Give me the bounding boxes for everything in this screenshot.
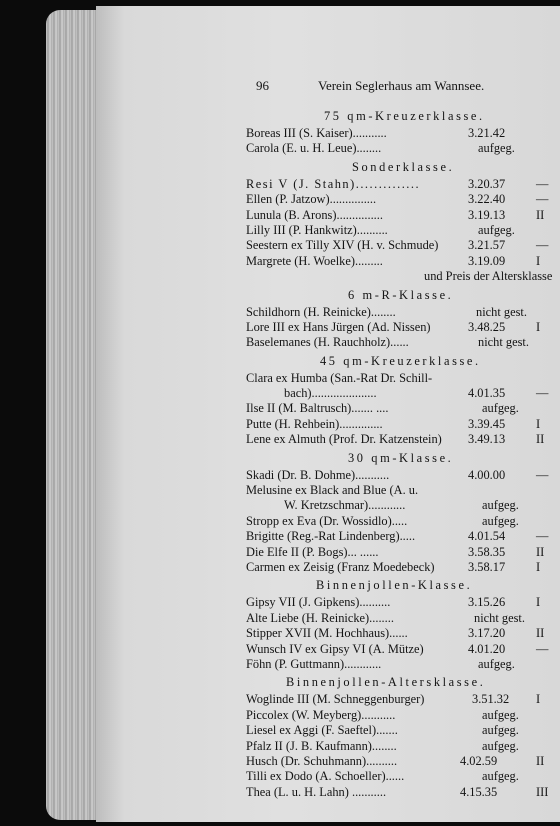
result-row [246,498,560,513]
boat-name: Margrete (H. Woelke)......... [246,253,383,268]
boat-name: Lore III ex Hans Jürgen (Ad. Nissen) [246,319,431,334]
result-row [246,595,560,610]
result-row [246,483,560,498]
boat-name: Carmen ex Zeisig (Franz Moedebeck) [246,559,435,574]
boat-name: Putte (H. Rehbein).............. [246,416,383,431]
finish-time: 3.22.40 [468,192,506,207]
result-row [246,223,560,238]
result-row [246,754,560,769]
finish-time: aufgeg. [482,401,519,416]
finish-time: 4.02.59 [460,753,498,768]
placing: I [536,416,541,431]
finish-time: aufgeg. [482,723,519,738]
boat-name: Die Elfe II (P. Bogs)... ...... [246,544,379,559]
boat-name: Boreas III (S. Kaiser)........... [246,126,387,140]
boat-name: Clara ex Humba (San.-Rat Dr. Schill- [246,370,433,385]
section-title: 45 qm-Kreuzerklasse. [320,353,481,368]
finish-time: aufgeg. [478,222,515,237]
result-row [246,560,560,575]
result-row [246,141,560,156]
section [246,451,560,466]
finish-time: 3.58.35 [468,544,506,559]
result-row [246,739,560,754]
result-row [246,386,560,401]
results-list [246,106,560,800]
boat-name: Resi V (J. Stahn).............. [246,176,421,191]
result-row [246,785,560,800]
result-row [246,238,560,253]
placing: II [536,207,545,222]
result-row [246,545,560,560]
section-title: Sonderklasse. [352,159,455,174]
result-row [246,254,560,269]
section [246,675,560,690]
result-row [246,126,560,141]
placing: — [536,192,549,207]
section-note: und Preis der Altersklasse [424,269,553,284]
placing: — [536,176,549,191]
result-row [246,514,560,529]
result-row [246,708,560,723]
section-title: 6 m-R-Klasse. [348,287,454,302]
result-row [246,401,560,416]
placing: — [536,641,549,656]
page-number: 96 [256,78,269,93]
result-row [246,335,560,350]
finish-time: aufgeg. [482,769,519,784]
boat-name: Gipsy VII (J. Gipkens).......... [246,595,391,610]
result-row [246,208,560,223]
result-row [246,692,560,707]
boat-name: Stipper XVII (M. Hochhaus)...... [246,626,408,641]
boat-name: Ellen (P. Jatzow)............... [246,192,377,207]
boat-name: Föhn (P. Guttmann)............ [246,656,382,671]
boat-name: Stropp ex Eva (Dr. Wossidlo)..... [246,513,408,528]
boat-name: Tilli ex Dodo (A. Schoeller)...... [246,769,405,784]
finish-time: 4.00.00 [468,467,506,482]
result-row [246,432,560,447]
finish-time: aufgeg. [482,498,519,513]
boat-name: Carola (E. u. H. Leue)........ [246,141,382,156]
result-row [246,320,560,335]
boat-name: bach)..................... [284,386,377,401]
section [246,578,560,593]
finish-time: 3.19.13 [468,207,506,222]
boat-name: Wunsch IV ex Gipsy VI (A. Mütze) [246,641,424,656]
finish-time: 3.19.09 [468,253,506,268]
finish-time: nicht gest. [478,335,529,350]
placing: — [536,467,549,482]
finish-time: 3.39.45 [468,416,506,431]
placing: I [536,692,541,707]
result-row [246,371,560,386]
result-row [246,192,560,207]
boat-name: Brigitte (Reg.-Rat Lindenberg)..... [246,529,416,544]
page-header-title: Verein Seglerhaus am Wannsee. [318,78,485,93]
book-page [96,6,560,822]
book-page-edges [46,10,102,820]
boat-name: Schildhorn (H. Reinicke)........ [246,304,396,319]
section [246,160,560,175]
finish-time: nicht gest. [476,304,527,319]
boat-name: Husch (Dr. Schuhmann).......... [246,753,398,768]
finish-time: 3.58.17 [468,559,506,574]
result-row [246,723,560,738]
boat-name: Piccolex (W. Meyberg)........... [246,707,396,722]
placing: III [536,784,549,799]
result-row [246,642,560,657]
section-title: 30 qm-Klasse. [348,450,454,465]
result-row [246,177,560,192]
boat-name: Melusine ex Black and Blue (A. u. [246,483,419,498]
section-title: 75 qm-Kreuzerklasse. [324,109,485,123]
finish-time: aufgeg. [478,141,515,156]
finish-time: 3.21.42 [468,126,506,140]
section-title: Binnenjollen-Klasse. [316,578,473,593]
result-row [246,417,560,432]
finish-time: 4.15.35 [460,784,498,799]
boat-name: Pfalz II (J. B. Kaufmann)........ [246,738,397,753]
finish-time: 4.01.54 [468,529,506,544]
placing: II [536,432,545,447]
boat-name: Lunula (B. Arons)............... [246,207,383,222]
section [246,109,560,124]
finish-time: 4.01.20 [468,641,506,656]
boat-name: Woglinde III (M. Schneggenburger) [246,692,425,707]
finish-time: 3.15.26 [468,595,506,610]
finish-time: 3.48.25 [468,319,506,334]
boat-name: Ilse II (M. Baltrusch)....... .... [246,401,389,416]
placing: — [536,529,549,544]
finish-time: 3.17.20 [468,626,506,641]
finish-time: aufgeg. [482,513,519,528]
result-row [246,305,560,320]
placing: — [536,386,549,401]
placing: — [536,238,549,253]
section [246,354,560,369]
section [246,288,560,303]
finish-time: aufgeg. [482,738,519,753]
placing: I [536,595,541,610]
boat-name: W. Kretzschmar)............ [284,498,406,513]
finish-time: nicht gest. [474,610,525,625]
boat-name: Baselemanes (H. Rauchholz)...... [246,335,409,350]
placing: I [536,559,541,574]
boat-name: Lene ex Almuth (Prof. Dr. Katzenstein) [246,432,442,447]
boat-name: Liesel ex Aggi (F. Saeftel)....... [246,723,398,738]
finish-time: 4.01.35 [468,386,506,401]
finish-time: 3.20.37 [468,176,506,191]
placing: I [536,319,541,334]
boat-name: Skadi (Dr. B. Dohme)........... [246,467,390,482]
section-title: Binnenjollen-Altersklasse. [286,675,486,690]
finish-time: 3.51.32 [472,692,510,707]
result-row [246,769,560,784]
section-note-line [246,269,560,284]
result-row [246,611,560,626]
result-row [246,626,560,641]
finish-time: aufgeg. [482,707,519,722]
result-row [246,657,560,672]
boat-name: Seestern ex Tilly XIV (H. v. Schmude) [246,238,439,253]
placing: II [536,626,545,641]
finish-time: 3.21.57 [468,238,506,253]
placing: II [536,753,545,768]
finish-time: aufgeg. [478,656,515,671]
result-row [246,468,560,483]
boat-name: Lilly III (P. Hankwitz).......... [246,222,388,237]
boat-name: Alte Liebe (H. Reinicke)........ [246,610,394,625]
placing: I [536,253,541,268]
result-row [246,529,560,544]
boat-name: Thea (L. u. H. Lahn) ........... [246,784,387,799]
placing: II [536,544,545,559]
finish-time: 3.49.13 [468,432,506,447]
